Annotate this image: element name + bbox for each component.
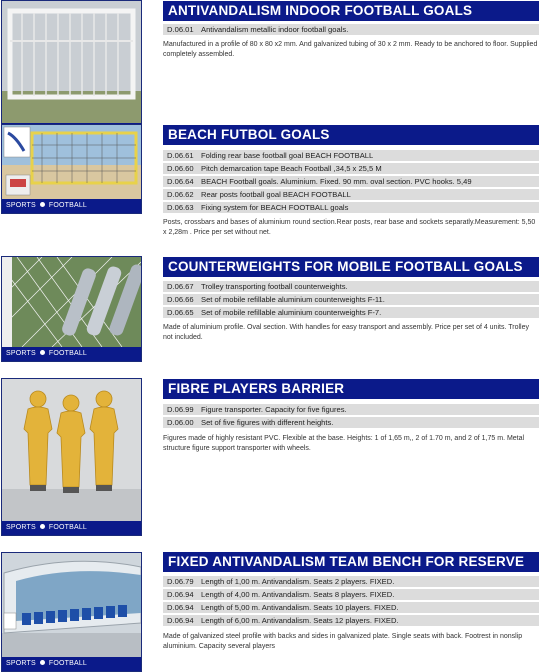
product-row: D.06.67 Trolley transporting football counterweights.	[163, 281, 539, 293]
product-row: D.06.61 Folding rear base football goal BEACH FOOTBALL	[163, 150, 539, 162]
product-row: D.06.94 Length of 5,00 m. Antivandalism. Seats 10 players. FIXED.	[163, 602, 539, 614]
product-photo-beach-goals	[1, 124, 142, 214]
bullet-icon	[40, 524, 45, 529]
product-row: D.06.00 Set of five figures with different heights.	[163, 417, 539, 429]
counterweights-illustration	[2, 257, 141, 347]
product-row: D.06.64 BEACH Football goals. Aluminium. Fixed. 90 mm. oval section. PVC hooks. 5,49	[163, 176, 539, 188]
product-row: D.06.65 Set of mobile refillable aluminium counterweights F-7.	[163, 307, 539, 319]
goal-illustration	[2, 1, 141, 123]
section-description: Made of galvanized steel profile with backs and sides in galvanized plate. Single seats with back. Footrest in nonslip aluminium. Capacity several players	[163, 633, 523, 650]
section-description: Manufactured in a profile of 80 x 80 x2 mm. And galvanized tubing of 30 x 2 mm. Ready to be anchored to floor. Supplied completely assembled.	[163, 41, 538, 58]
product-photo-indoor-goals	[1, 0, 142, 138]
image-caption: SPORTS FOOTBALL	[2, 199, 141, 213]
beach-illustration	[2, 125, 141, 199]
section-description: Posts, crossbars and bases of aluminium round section.Rear posts, rear base and sockets separatly.Measurement: 5,50 x 2,28m . Price per set without net.	[163, 219, 536, 236]
bench-illustration	[2, 553, 141, 657]
product-row: D.06.99 Figure transporter. Capacity for five figures.	[163, 404, 539, 416]
product-photo-counterweights	[1, 256, 142, 362]
product-photo-players-barrier	[1, 378, 142, 536]
product-row: D.06.62 Rear posts football goal BEACH FOOTBALL	[163, 189, 539, 201]
product-row: D.06.66 Set of mobile refillable aluminium counterweights F-11.	[163, 294, 539, 306]
product-row: D.06.63 Fixing system for BEACH FOOTBALL goals	[163, 202, 539, 214]
product-row: D.06.79 Length of 1,00 m. Antivandalism. Seats 2 players. FIXED.	[163, 576, 539, 588]
section-title: BEACH FUTBOL GOALS	[163, 125, 539, 145]
product-row: D.06.94 Length of 6,00 m. Antivandalism. Seats 12 players. FIXED.	[163, 615, 539, 627]
image-caption: SPORTS FOOTBALL	[2, 657, 141, 671]
bullet-icon	[40, 350, 45, 355]
barrier-illustration	[2, 379, 141, 521]
section-description: Made of aluminium profile. Oval section. With handles for easy transport and assembly. Price per set of 4 units. Trolley not included.	[163, 324, 529, 341]
product-row: D.06.01 Antivandalism metallic indoor football goals.	[163, 24, 539, 36]
bullet-icon	[40, 660, 45, 665]
product-photo-team-bench	[1, 552, 142, 672]
section-title: ANTIVANDALISM INDOOR FOOTBALL GOALS	[163, 1, 539, 21]
section-description: Figures made of highly resistant PVC. Flexible at the base. Heights: 1 of 1,65 m,, 2 of 1.70 m, and 2 of 1,75 m. Metal structure figure support transporter with wheels.	[163, 435, 525, 452]
image-caption: SPORTS FOOTBALL	[2, 347, 141, 361]
image-caption: SPORTS FOOTBALL	[2, 521, 141, 535]
product-row: D.06.94 Length of 4,00 m. Antivandalism. Seats 8 players. FIXED.	[163, 589, 539, 601]
section-title: FIBRE PLAYERS BARRIER	[163, 379, 539, 399]
product-row: D.06.60 Pitch demarcation tape Beach Football ,34,5 x 25,5 M	[163, 163, 539, 175]
section-title: COUNTERWEIGHTS FOR MOBILE FOOTBALL GOALS	[163, 257, 539, 277]
bullet-icon	[40, 202, 45, 207]
section-title: FIXED ANTIVANDALISM TEAM BENCH FOR RESERVE	[163, 552, 539, 572]
